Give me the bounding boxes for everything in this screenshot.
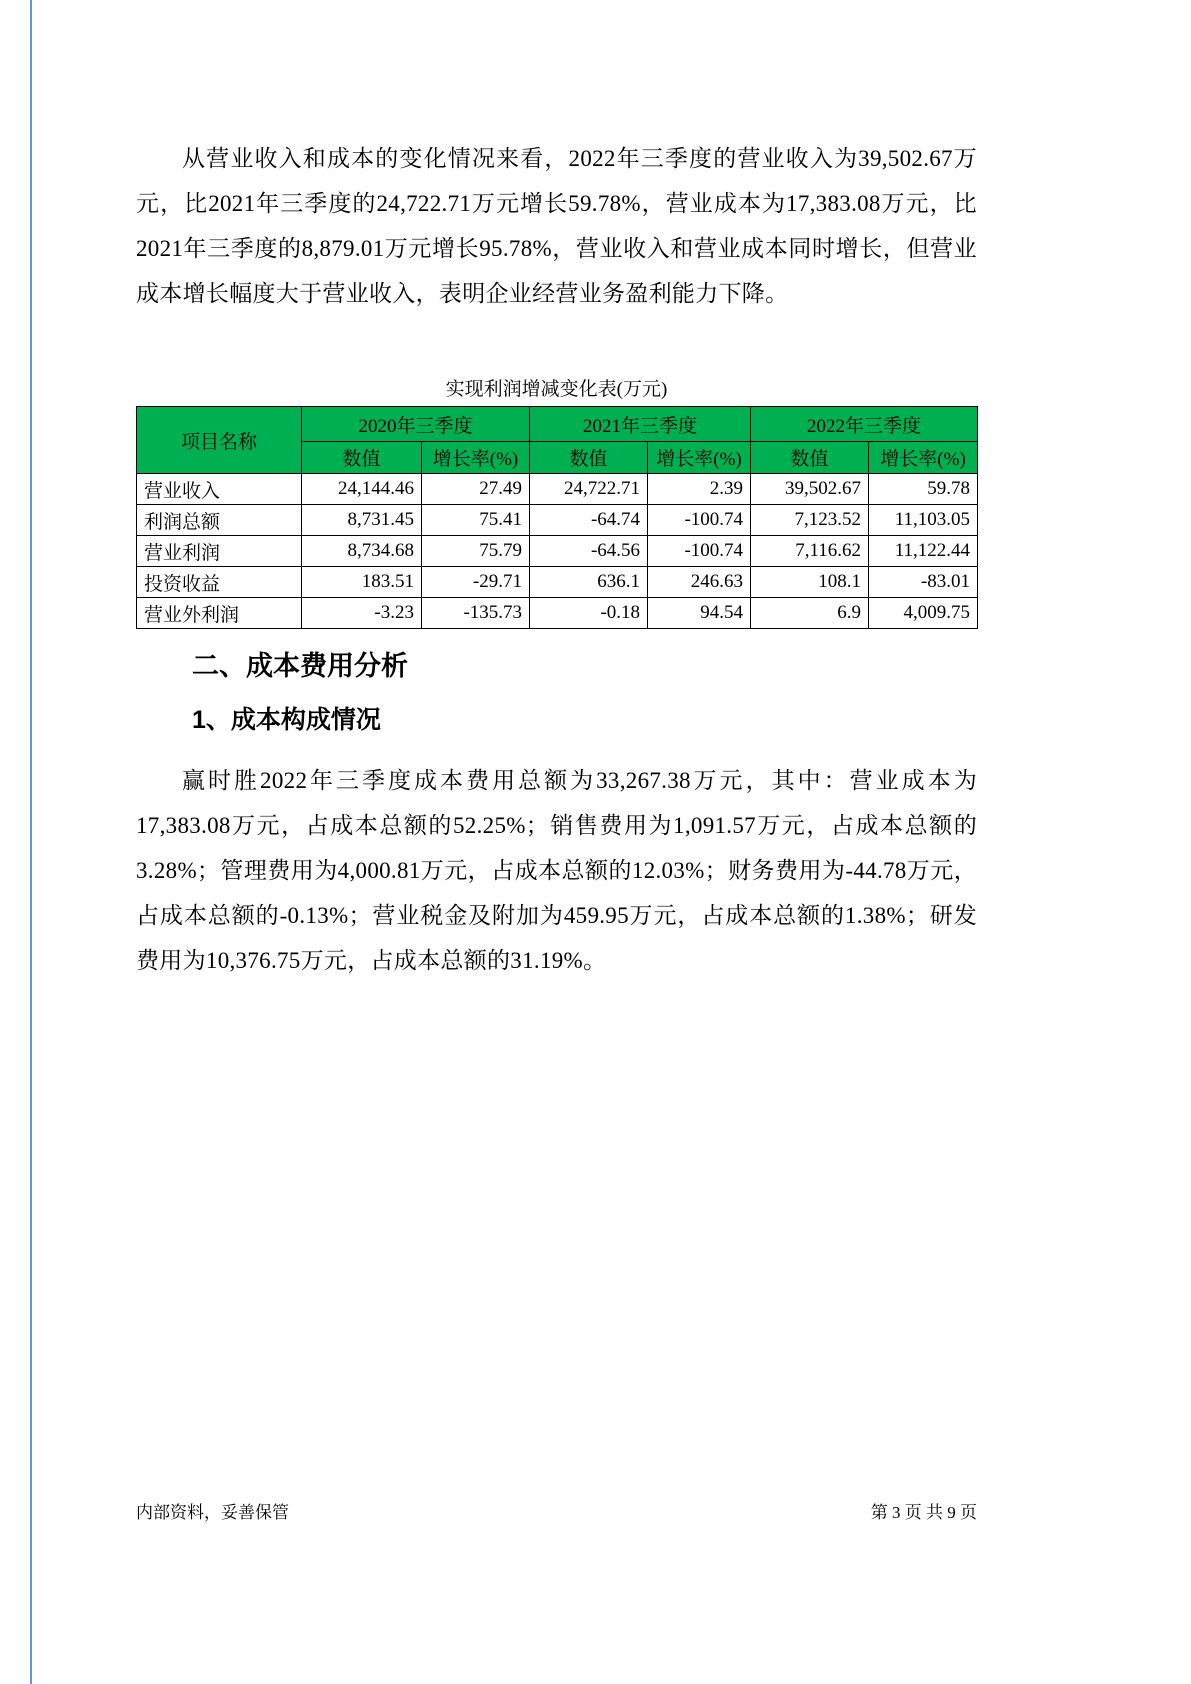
paragraph-cost-structure: 赢时胜2022年三季度成本费用总额为33,267.38万元，其中：营业成本为17,383.08万元，占成本总额的52.25%；销售费用为1,091.57万元，占成本总额的3.28%；管理费用为4,000.81万元，占成本总额的12.03%；财务费用为-44.78万元，占成本总额的-0.13%；营业税金及附加为459.95万元，占成本总额的1.38%；研发费用为10,376.75万元，占成本总额的31.19%。 bbox=[136, 768, 977, 973]
cell-value: 8,734.68 bbox=[302, 536, 422, 567]
row-label: 利润总额 bbox=[137, 505, 302, 536]
cell-value: 24,144.46 bbox=[302, 474, 422, 505]
col-header-2021-q3: 2021年三季度 bbox=[530, 407, 751, 442]
cell-value: 75.79 bbox=[422, 536, 530, 567]
cell-value: 246.63 bbox=[648, 567, 751, 598]
footer-confidential-note: 内部资料，妥善保管 bbox=[136, 1503, 289, 1522]
row-label: 营业收入 bbox=[137, 474, 302, 505]
col-header-2020-q3: 2020年三季度 bbox=[302, 407, 530, 442]
subheader-rate-2020: 增长率(%) bbox=[422, 442, 530, 474]
table-row bbox=[137, 474, 978, 505]
left-margin-line bbox=[30, 0, 32, 1684]
cell-value: -100.74 bbox=[648, 505, 751, 536]
subheader-rate-2021: 增长率(%) bbox=[648, 442, 751, 474]
cell-value: 7,123.52 bbox=[751, 505, 869, 536]
col-header-2022-q3: 2022年三季度 bbox=[751, 407, 978, 442]
cell-value: 4,009.75 bbox=[869, 598, 978, 629]
row-label: 营业利润 bbox=[137, 536, 302, 567]
row-label: 投资收益 bbox=[137, 567, 302, 598]
subheader-value-2022: 数值 bbox=[751, 442, 869, 474]
table-row bbox=[137, 598, 978, 629]
cell-value: -100.74 bbox=[648, 536, 751, 567]
cell-value: -135.73 bbox=[422, 598, 530, 629]
subheader-value-2021: 数值 bbox=[530, 442, 648, 474]
table-header-group-row bbox=[137, 407, 978, 442]
table-title: 实现利润增减变化表(万元) bbox=[445, 379, 668, 400]
subheader-rate-2022: 增长率(%) bbox=[869, 442, 978, 474]
cell-value: 24,722.71 bbox=[530, 474, 648, 505]
cell-value: 636.1 bbox=[530, 567, 648, 598]
cell-value: 27.49 bbox=[422, 474, 530, 505]
cell-value: -64.74 bbox=[530, 505, 648, 536]
row-label: 营业外利润 bbox=[137, 598, 302, 629]
cell-value: 183.51 bbox=[302, 567, 422, 598]
section-heading-cost-expense-analysis: 二、成本费用分析 bbox=[192, 651, 408, 681]
cell-value: 11,103.05 bbox=[869, 505, 978, 536]
profit-change-table bbox=[136, 406, 978, 629]
subsection-heading-cost-structure: 1、成本构成情况 bbox=[192, 706, 381, 734]
table-row bbox=[137, 505, 978, 536]
page-footer bbox=[136, 1498, 977, 1523]
cell-value: 94.54 bbox=[648, 598, 751, 629]
col-header-item-name: 项目名称 bbox=[137, 407, 302, 474]
cell-value: 108.1 bbox=[751, 567, 869, 598]
cell-value: 7,116.62 bbox=[751, 536, 869, 567]
cell-value: -64.56 bbox=[530, 536, 648, 567]
cell-value: -83.01 bbox=[869, 567, 978, 598]
cell-value: -0.18 bbox=[530, 598, 648, 629]
cell-value: 11,122.44 bbox=[869, 536, 978, 567]
cell-value: 75.41 bbox=[422, 505, 530, 536]
cell-value: -3.23 bbox=[302, 598, 422, 629]
cell-value: -29.71 bbox=[422, 567, 530, 598]
page-content bbox=[136, 0, 977, 1684]
table-row bbox=[137, 536, 978, 567]
cell-value: 2.39 bbox=[648, 474, 751, 505]
footer-page-number: 第 3 页 共 9 页 bbox=[870, 1503, 977, 1522]
paragraph-revenue-cost-analysis: 从营业收入和成本的变化情况来看，2022年三季度的营业收入为39,502.67万元，比2021年三季度的24,722.71万元增长59.78%，营业成本为17,383.08万元，比2021年三季度的8,879.01万元增长95.78%，营业收入和营业成本同时增长，但营业成本增长幅度大于营业收入，表明企业经营业务盈利能力下降。 bbox=[136, 146, 977, 306]
table-row bbox=[137, 567, 978, 598]
cell-value: 59.78 bbox=[869, 474, 978, 505]
cell-value: 39,502.67 bbox=[751, 474, 869, 505]
cell-value: 6.9 bbox=[751, 598, 869, 629]
subheader-value-2020: 数值 bbox=[302, 442, 422, 474]
cell-value: 8,731.45 bbox=[302, 505, 422, 536]
